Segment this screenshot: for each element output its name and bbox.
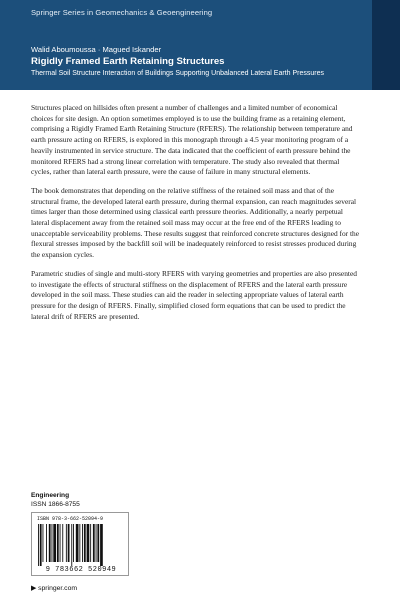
header-band <box>0 0 400 90</box>
cover-edge-tab <box>372 0 400 90</box>
issn: ISSN 1866-8755 <box>31 501 80 508</box>
barcode-bar <box>71 524 72 566</box>
barcode-bar <box>87 524 90 562</box>
barcode-bar <box>68 524 70 562</box>
barcode-bar <box>53 524 56 562</box>
book-title: Rigidly Framed Earth Retaining Structures <box>31 56 225 67</box>
book-subtitle: Thermal Soil Structure Interaction of Buildings Supporting Unbalanced Lateral Earth Pressures <box>31 70 324 77</box>
barcode-bar <box>79 524 80 562</box>
blurb <box>31 103 361 330</box>
blurb-paragraph-3: Parametric studies of single and multi-story RFERS with varying geometries and properties are also presented to investigate the effects of structural stiffness on the displacement of RFERS and the lateral earth pressure developed in the soil mass. These studies can aid the reader in selecting appropriate values of lateral earth pressure for the design of RFERS. Finally, simplified closed form equations that can be used to predict the lateral drift of RFERS are presented. <box>31 268 357 321</box>
subject-category: Engineering <box>31 492 70 499</box>
barcode-bar <box>73 524 74 562</box>
book-authors: Walid Aboumoussa · Magued Iskander <box>31 45 162 54</box>
barcode-bar <box>90 524 91 562</box>
isbn-label: ISBN 978-3-662-52094-9 <box>37 516 104 522</box>
blurb-paragraph-1: Structures placed on hillsides often present a number of challenges and a limited number of economical choices for site design. An option sometimes employed is to use the building frame as a retaining element, comprising a Rigidly Framed Earth Retaining Structure (RFERS). The relationship between temperature and earth pressure acting on RFERS, is explored in this monograph through a 4.5 year monitoring program of a heavily instrumented in service structure. The data indicated that the coefficient of earth pressure behind the monitored RFERS had a strong linear correlation with temperature. The study also revealed that thermal cycles, rather than lateral earth pressure, were the cause of failure in many structural elements. <box>31 103 353 177</box>
barcode-icon <box>37 524 125 566</box>
barcode-bar <box>93 524 95 562</box>
barcode-bar <box>38 524 39 566</box>
blurb-paragraph-2: The book demonstrates that depending on the relative stiffness of the retained soil mass and that of the structural frame, the developed lateral earth pressure, during thermal expansion, can reach magnitudes several times larger than those determined using classical earth pressure theories. Additionally, a nearly perpetual lateral displacement away from the retained soil mass may occur at the free end of the RFERS leading to unacceptable serviceability problems. These results suggest that reinforced concrete structures designed for the flexural stresses imposed by the backfill soil will be inadequately reinforced to resist stresses produced during the expansion cycles. <box>31 185 360 260</box>
barcode-bar <box>52 524 53 562</box>
barcode-bar <box>76 524 79 562</box>
barcode-bar <box>66 524 67 562</box>
barcode-bar <box>60 524 61 562</box>
series-name: Springer Series in Geomechanics & Geoengineering <box>31 8 213 17</box>
isbn-barcode <box>31 512 129 576</box>
barcode-bar <box>57 524 59 562</box>
barcode-bar <box>43 524 44 562</box>
barcode-bar <box>49 524 51 562</box>
barcode-bar <box>62 524 63 562</box>
publisher-info <box>31 491 80 509</box>
barcode-bar <box>97 524 99 562</box>
barcode-bar <box>82 524 83 562</box>
barcode-bar <box>96 524 97 562</box>
barcode-bar <box>84 524 86 562</box>
barcode-bar <box>40 524 42 566</box>
barcode-bar <box>100 524 103 566</box>
publisher-url[interactable]: ▶ springer.com <box>31 585 78 592</box>
barcode-bar <box>46 524 47 562</box>
barcode-digits: 9 783662 520949 <box>45 566 117 574</box>
